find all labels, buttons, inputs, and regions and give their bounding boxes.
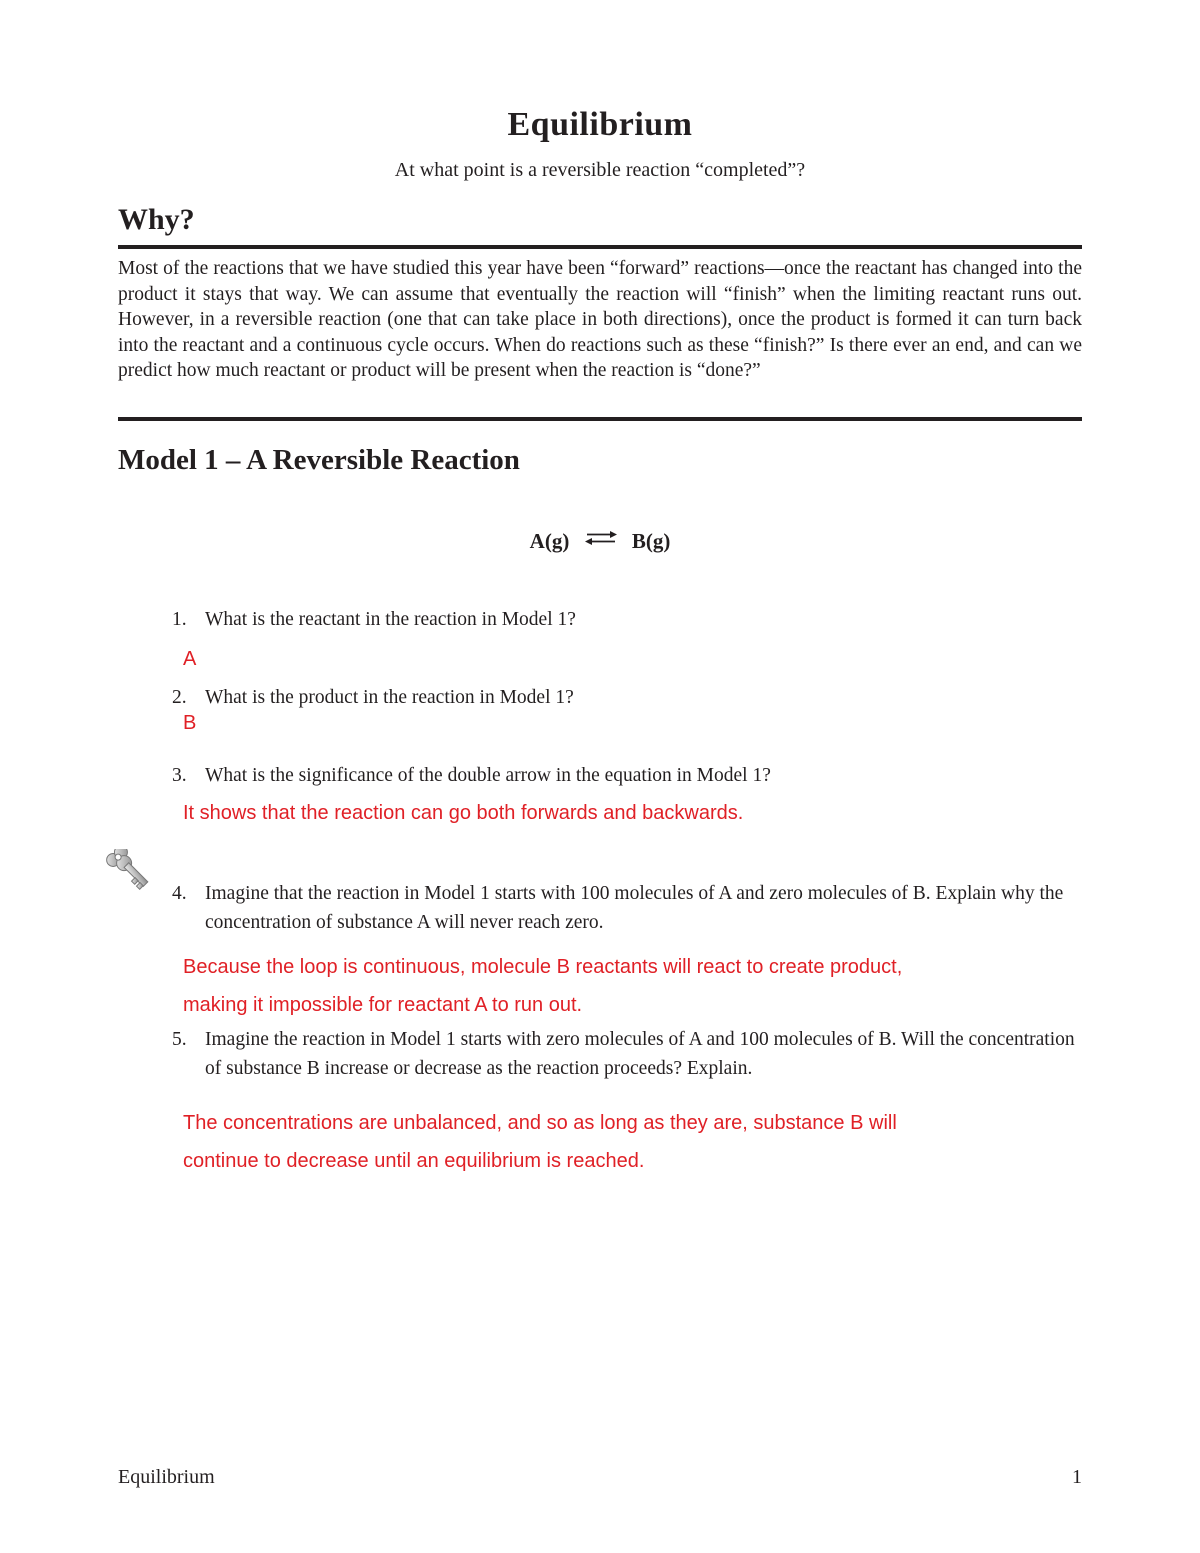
question-3-text: What is the significance of the double arrow in the equation in Model 1? — [205, 765, 771, 786]
answer-1: A — [183, 648, 197, 670]
question-2 — [118, 683, 1082, 712]
reaction-equation — [0, 527, 1200, 556]
footer-title: Equilibrium — [118, 1466, 215, 1488]
question-4-number: 4. — [172, 883, 187, 904]
equation-right-species: B(g) — [631, 529, 671, 553]
page-subtitle: At what point is a reversible reaction “completed”? — [394, 159, 806, 181]
question-5 — [118, 1025, 1082, 1083]
model1-heading: Model 1 – A Reversible Reaction — [118, 444, 520, 476]
question-1-text: What is the reactant in the reaction in Model 1? — [205, 609, 576, 630]
question-2-number: 2. — [172, 687, 187, 708]
question-3 — [118, 761, 1082, 790]
why-heading: Why? — [118, 203, 195, 236]
answer-4-line-2: making it impossible for reactant A to run out. — [183, 994, 583, 1016]
answer-2: B — [183, 712, 197, 734]
equilibrium-arrow-icon — [584, 527, 618, 552]
question-1-number: 1. — [172, 609, 187, 630]
answer-5-line-1: The concentrations are unbalanced, and so as long as they are, substance B will — [183, 1112, 897, 1134]
question-1 — [118, 605, 1082, 634]
question-5-number: 5. — [172, 1029, 187, 1050]
answer-3: It shows that the reaction can go both forwards and backwards. — [183, 802, 744, 824]
question-5-text: Imagine the reaction in Model 1 starts with zero molecules of A and 100 molecules of B. Will the concentration of substance B increase or decrease as the reaction proceeds? Explain. — [205, 1029, 1075, 1079]
answer-4-line-1: Because the loop is continuous, molecule B reactants will react to create product, — [183, 956, 903, 978]
divider-rule-top — [118, 245, 1082, 249]
answer-5-line-2: continue to decrease until an equilibrium is reached. — [183, 1150, 645, 1172]
question-4 — [118, 879, 1082, 937]
question-2-text: What is the product in the reaction in Model 1? — [205, 687, 574, 708]
footer-page-number: 1 — [1072, 1466, 1082, 1488]
why-paragraph: Most of the reactions that we have studied this year have been “forward” reactions—once the reactant has changed into the product it stays that way. We can assume that eventually the reaction will “finish” when the limiting reactant runs out. However, in a reversible reaction (one that can take place in both directions), once the product is formed it can turn back into the reactant and a continuous cycle occurs. When do reactions such as these “finish?” Is there ever an end, and can we predict how much reactant or product will be present when the reaction is “done?” — [118, 258, 1082, 381]
page-title: Equilibrium — [507, 106, 693, 143]
question-4-text: Imagine that the reaction in Model 1 starts with 100 molecules of A and zero molecules of B. Explain why the concentration of substance A will never reach zero. — [205, 883, 1064, 933]
answer-5 — [183, 1109, 1083, 1185]
question-3-number: 3. — [172, 765, 187, 786]
answer-4 — [183, 953, 1083, 1029]
equation-left-species: A(g) — [529, 529, 570, 553]
divider-rule-bottom — [118, 417, 1082, 421]
